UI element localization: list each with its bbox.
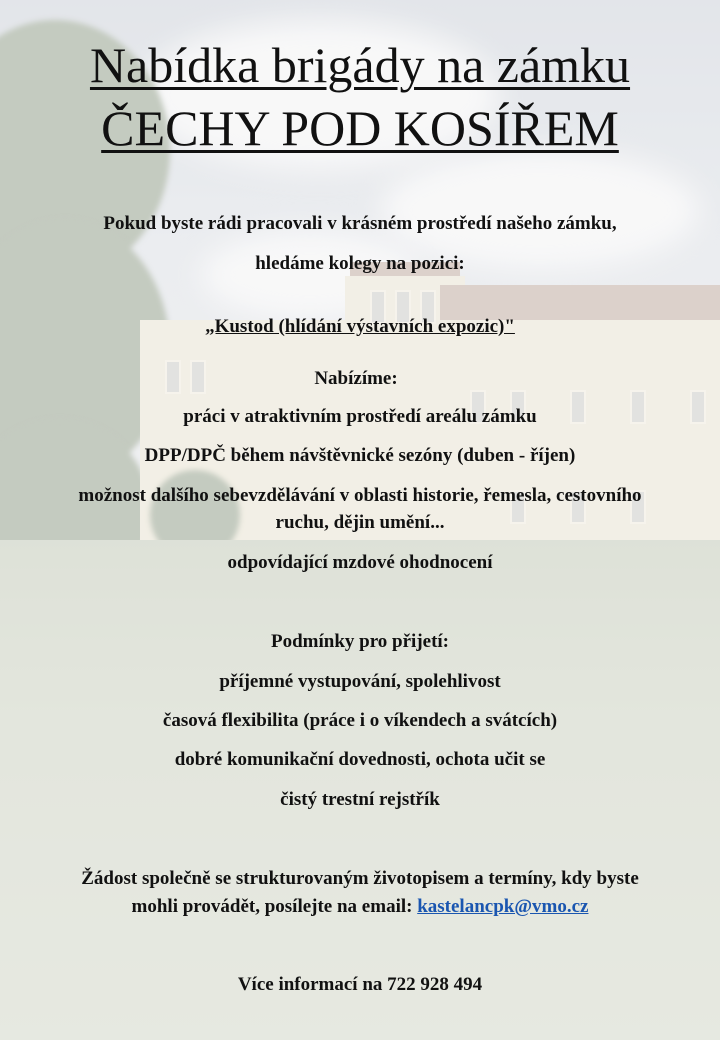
title-line-1: Nabídka brigády na zámku	[89, 37, 631, 93]
condition-item: příjemné vystupování, spolehlivost	[219, 671, 501, 692]
offer-item: odpovídající mzdové ohodnocení	[227, 552, 493, 573]
application-line-1: Žádost společně se strukturovaným životopisem a termíny, kdy byste	[81, 868, 639, 889]
offer-item: ruchu, dějin umění...	[275, 512, 445, 533]
contact-info: Více informací na 722 928 494	[237, 974, 483, 995]
job-position	[0, 314, 720, 340]
condition-item: čistý trestní rejstřík	[280, 789, 440, 810]
application-line-2-text: mohli provádět, posílejte na email:	[131, 896, 418, 917]
application-line-2	[0, 894, 720, 920]
offer-heading: Nabízíme:	[314, 368, 398, 389]
intro-line-2: hledáme kolegy na pozici:	[255, 253, 465, 274]
offer-item: práci v atraktivním prostředí areálu zámku	[183, 406, 537, 427]
job-position-text: „Kustod (hlídání výstavních expozic)"	[205, 316, 515, 337]
offer-item: DPP/DPČ během návštěvnické sezóny (duben - říjen)	[144, 445, 576, 466]
offer-item: možnost dalšího sebevzdělávání v oblasti historie, řemesla, cestovního	[78, 485, 642, 506]
condition-item: dobré komunikační dovednosti, ochota učit se	[174, 749, 546, 770]
conditions-heading: Podmínky pro přijetí:	[270, 631, 450, 652]
condition-item: časová flexibilita (práce i o víkendech a svátcích)	[162, 710, 558, 731]
intro-line-1: Pokud byste rádi pracovali v krásném prostředí našeho zámku,	[103, 213, 617, 234]
title-line-2: ČECHY POD KOSÍŘEM	[101, 100, 619, 156]
email-link[interactable]: kastelancpk@vmo.cz	[417, 896, 589, 917]
